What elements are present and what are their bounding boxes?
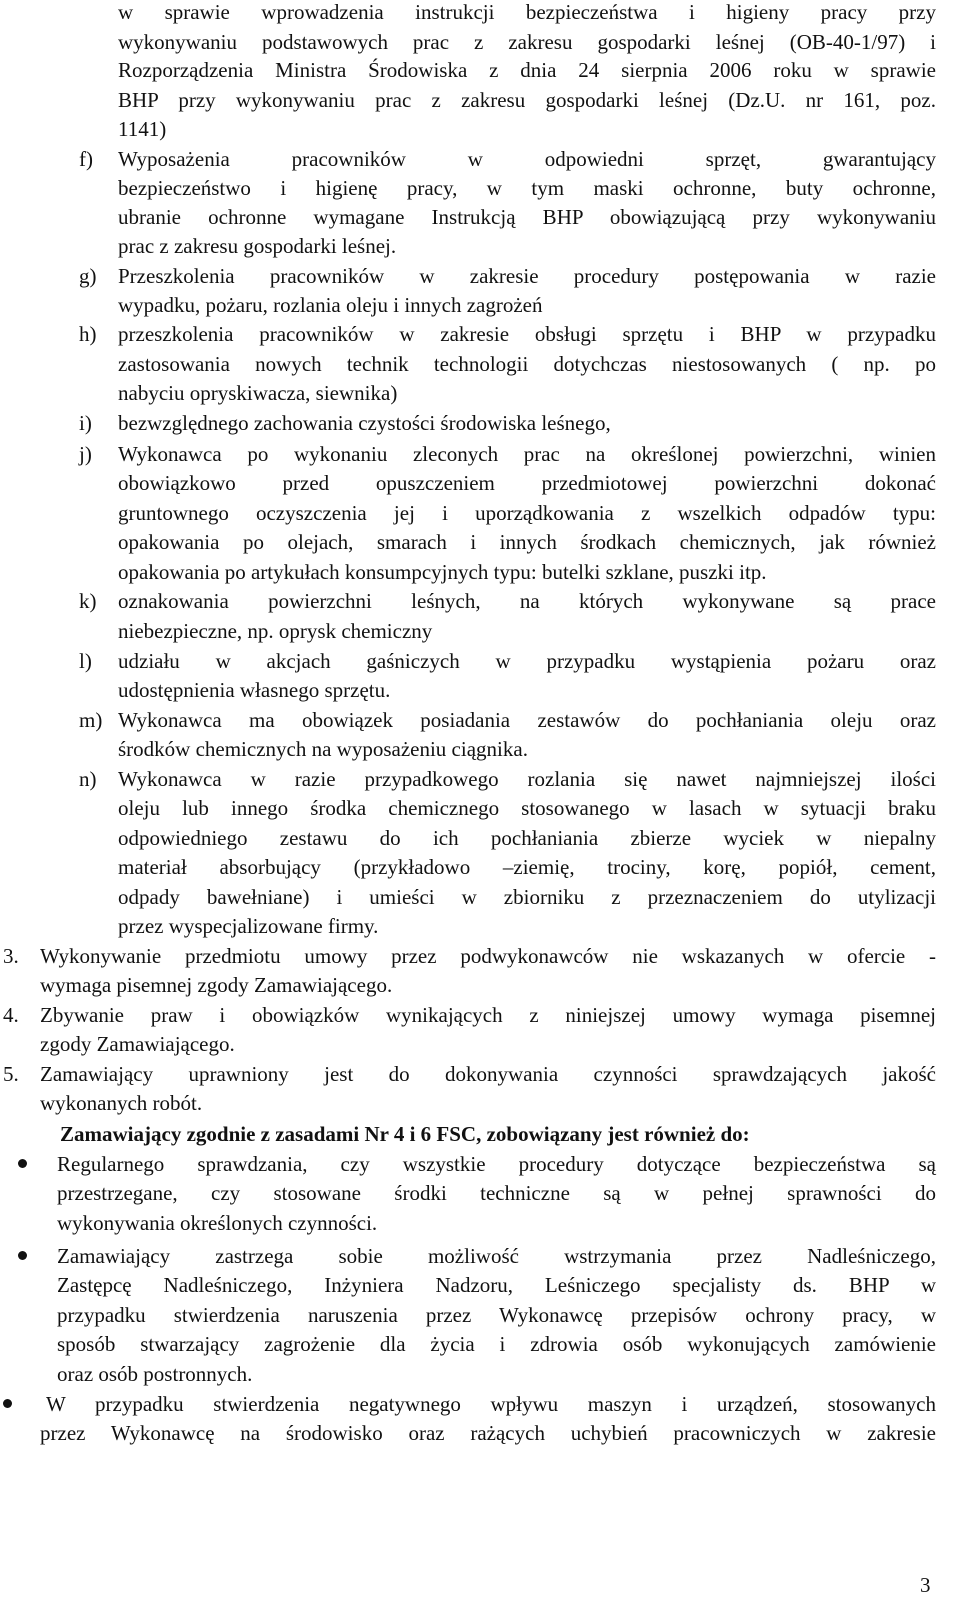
intro-line: 1141) — [118, 117, 167, 141]
list-item-line: niebezpieczne, np. oprysk chemiczny — [118, 619, 433, 643]
numbered-item-line: Wykonywanie przedmiotu umowy przez podwykonawców nie wskazanych w ofercie - — [40, 944, 936, 968]
list-item-line: przez wyspecjalizowane firmy. — [118, 914, 379, 938]
list-marker: f) — [79, 147, 93, 171]
bullet-item-line: przez Wykonawcę na środowisko oraz rażących uchybień pracowniczych w zakresie — [40, 1421, 936, 1445]
list-marker: m) — [79, 708, 103, 732]
list-item-line: opakowania po artykułach konsumpcyjnych typu: butelki szklane, puszki itp. — [118, 560, 767, 584]
bullet-dot — [3, 1399, 12, 1408]
list-item-line: nabyciu opryskiwacza, siewnika) — [118, 381, 398, 405]
bullet-item-line: przestrzegane, czy stosowane środki techniczne są w pełnej sprawności do — [57, 1181, 936, 1205]
bullet-item-line: Regularnego sprawdzania, czy wszystkie procedury dotyczące bezpieczeństwa są — [57, 1152, 936, 1176]
list-item-line: obowiązkowo przed opuszczeniem przedmiotowej powierzchni dokonać — [118, 471, 936, 495]
list-marker: n) — [79, 767, 97, 791]
list-item-line: bezwzględnego zachowania czystości środowiska leśnego, — [118, 411, 611, 435]
numbered-item-line: zgody Zamawiającego. — [40, 1032, 235, 1056]
list-item-line: prac z zakresu gospodarki leśnej. — [118, 234, 397, 258]
list-item-line: odpady bawełniane) i umieści w zbiorniku z przeznaczeniem do utylizacji — [118, 885, 936, 909]
list-item-line: oleju lub innego środka chemicznego stosowanego w lasach w sytuacji braku — [118, 796, 936, 820]
bullet-item-line: sposób stwarzający zagrożenie dla życia i zdrowia osób wykonujących zamówienie — [57, 1332, 936, 1356]
bullet-dot — [18, 1159, 27, 1168]
bullet-item-line: Zastępcę Nadleśniczego, Inżyniera Nadzoru, Leśniczego specjalisty ds. BHP w — [57, 1273, 936, 1297]
numbered-item-line: wykonanych robót. — [40, 1091, 203, 1115]
intro-line: Rozporządzenia Ministra Środowiska z dnia 24 sierpnia 2006 roku w sprawie — [118, 58, 936, 82]
list-item-line: Wykonawca ma obowiązek posiadania zestawów do pochłaniania oleju oraz — [118, 708, 936, 732]
intro-line: w sprawie wprowadzenia instrukcji bezpieczeństwa i higieny pracy przy — [118, 0, 936, 24]
list-number: 4. — [3, 1003, 19, 1027]
page-number: 3 — [920, 1573, 931, 1597]
bullet-item-line: W przypadku stwierdzenia negatywnego wpływu maszyn i urządzeń, stosowanych — [46, 1392, 936, 1416]
numbered-item-line: wymaga pisemnej zgody Zamawiającego. — [40, 973, 393, 997]
intro-line: BHP przy wykonywaniu prac z zakresu gospodarki leśnej (Dz.U. nr 161, poz. — [118, 88, 936, 112]
list-item-line: gruntownego oczyszczenia jej i uporządkowania z wszelkich odpadów typu: — [118, 501, 936, 525]
list-item-line: oznakowania powierzchni leśnych, na których wykonywane są prace — [118, 589, 936, 613]
list-item-line: udziału w akcjach gaśniczych w przypadku wystąpienia pożaru oraz — [118, 649, 936, 673]
bullet-item-line: przypadku stwierdzenia naruszenia przez Wykonawcę przepisów ochrony pracy, w — [57, 1303, 936, 1327]
list-item-line: Wykonawca w razie przypadkowego rozlania się nawet najmniejszej ilości — [118, 767, 936, 791]
list-item-line: bezpieczeństwo i higienę pracy, w tym maski ochronne, buty ochronne, — [118, 176, 936, 200]
bullet-item-line: oraz osób postronnych. — [57, 1362, 253, 1386]
list-item-line: Wyposażenia pracowników w odpowiedni sprzęt, gwarantujący — [118, 147, 936, 171]
list-number: 3. — [3, 944, 19, 968]
list-item-line: środków chemicznych na wyposażeniu ciągnika. — [118, 737, 528, 761]
list-item-line: materiał absorbujący (przykładowo –ziemię, trociny, korę, popiół, cement, — [118, 855, 936, 879]
list-item-line: udostępnienia własnego sprzętu. — [118, 678, 391, 702]
bullet-dot — [18, 1251, 27, 1260]
intro-line: wykonywaniu podstawowych prac z zakresu gospodarki leśnej (OB-40-1/97) i — [118, 30, 936, 54]
bullet-item-line: Zamawiający zastrzega sobie możliwość wstrzymania przez Nadleśniczego, — [57, 1244, 936, 1268]
list-item-line: Przeszkolenia pracowników w zakresie procedury postępowania w razie — [118, 264, 936, 288]
list-marker: k) — [79, 589, 97, 613]
list-item-line: Wykonawca po wykonaniu zleconych prac na określonej powierzchni, winien — [118, 442, 936, 466]
numbered-item-line: Zamawiający uprawniony jest do dokonywania czynności sprawdzających jakość — [40, 1062, 936, 1086]
list-item-line: odpowiedniego zestawu do ich pochłaniania zbierze wyciek w niepalny — [118, 826, 936, 850]
fsc-heading: Zamawiający zgodnie z zasadami Nr 4 i 6 FSC, zobowiązany jest również do: — [60, 1122, 750, 1146]
list-item-line: przeszkolenia pracowników w zakresie obsługi sprzętu i BHP w przypadku — [118, 322, 936, 346]
list-marker: j) — [79, 442, 92, 466]
list-marker: h) — [79, 322, 97, 346]
list-item-line: ubranie ochronne wymagane Instrukcją BHP obowiązującą przy wykonywaniu — [118, 205, 936, 229]
list-item-line: opakowania po olejach, smarach i innych środkach chemicznych, jak również — [118, 530, 936, 554]
list-item-line: wypadku, pożaru, rozlania oleju i innych zagrożeń — [118, 293, 543, 317]
list-number: 5. — [3, 1062, 19, 1086]
list-marker: l) — [79, 649, 92, 673]
list-marker: i) — [79, 411, 92, 435]
bullet-item-line: wykonywania określonych czynności. — [57, 1211, 378, 1235]
list-item-line: zastosowania nowych technik technologii dotychczas niestosowanych ( np. po — [118, 352, 936, 376]
list-marker: g) — [79, 264, 97, 288]
numbered-item-line: Zbywanie praw i obowiązków wynikających z niniejszej umowy wymaga pisemnej — [40, 1003, 936, 1027]
